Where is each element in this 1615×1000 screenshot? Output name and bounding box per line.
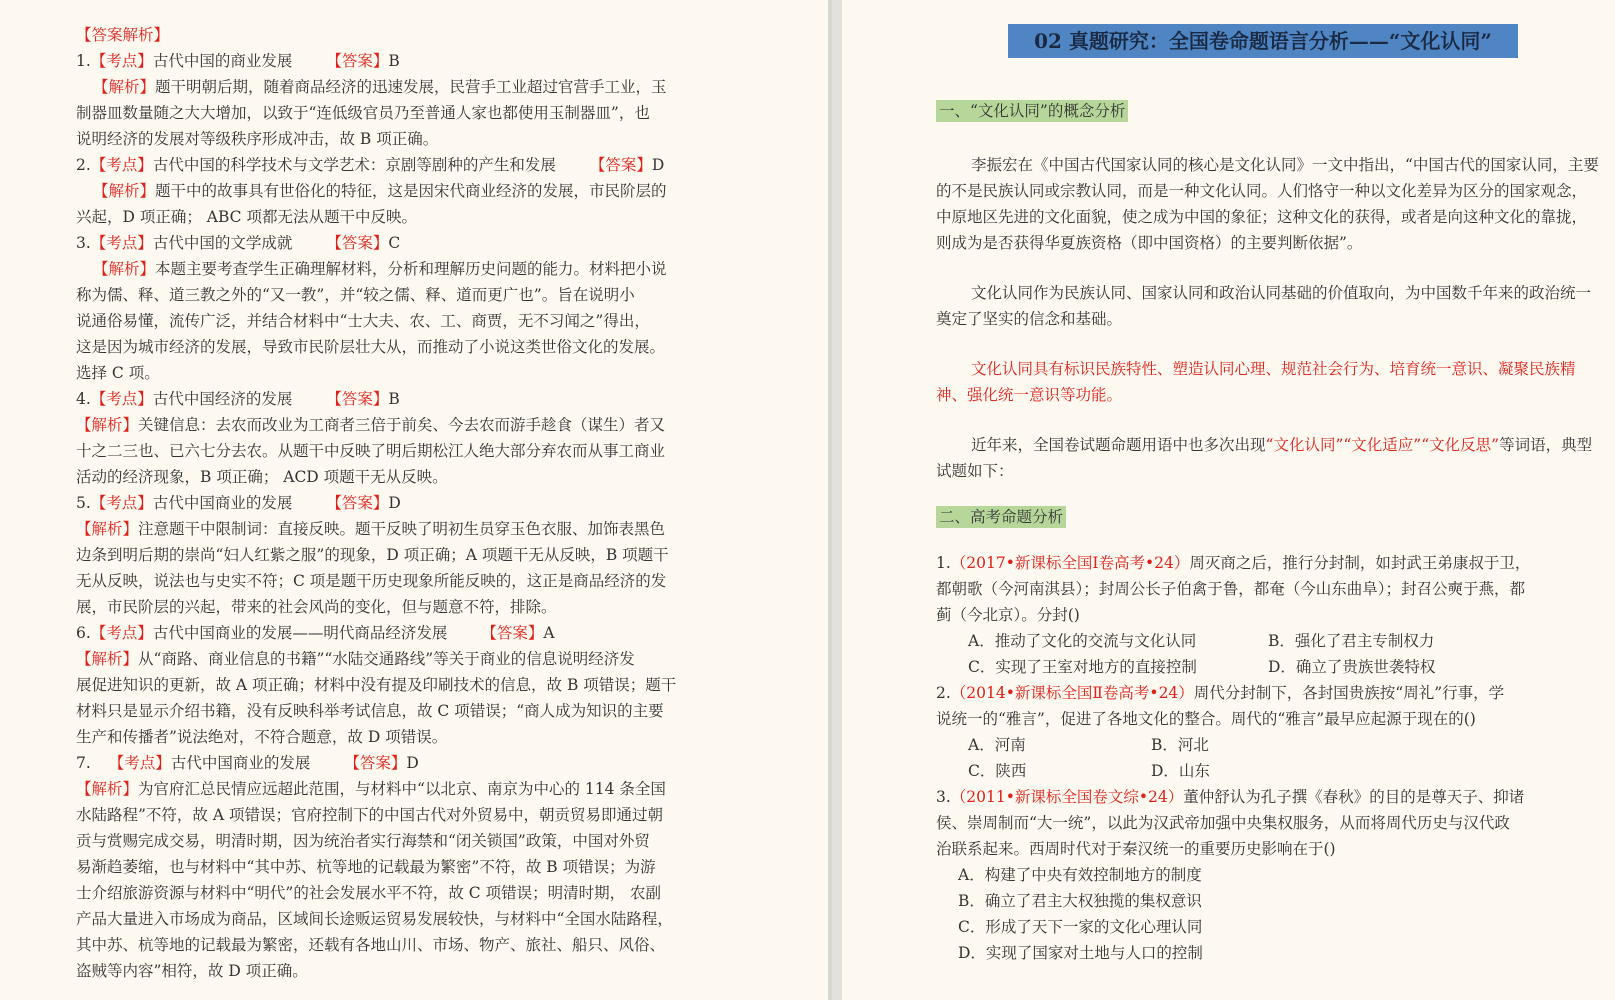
answer-item-header [76, 48, 828, 74]
answer-value: C [388, 234, 401, 252]
explanation-line [76, 854, 828, 880]
explanation-text: 材料只是显示介绍书籍，没有反映科举考试信息，故 C 项错误；“商人成为知识的主要 [76, 702, 664, 720]
answer-item-header [76, 620, 828, 646]
explanation-tag: 【解析】 [93, 260, 156, 278]
explanation-text: 士介绍旅游资源与材料中“明代”的社会发展水平不符，故 C 项错误；明清时期， 农副 [76, 884, 661, 902]
explanation-line [76, 516, 828, 542]
explanation-text: 其中苏、杭等地的记载最为繁密，还载有各地山川、市场、物产、旅社、船只、风俗、 [76, 936, 666, 954]
answer-item [76, 620, 828, 750]
explanation-text: 活动的经济现象，B 项正确； ACD 项题干无从反映。 [76, 468, 448, 486]
answer-value: D [406, 754, 419, 772]
answer-tag: 【答案】 [326, 494, 389, 512]
explanation-line [76, 932, 828, 958]
page-gutter [828, 0, 842, 1000]
explanation-line [76, 360, 828, 386]
paragraph-intro [936, 432, 1600, 484]
option-a: A．构建了中央有效控制地方的制度 [958, 866, 1202, 884]
explanation-line [76, 646, 828, 672]
topic-text: 古代中国商业的发展 [170, 754, 311, 772]
option-d: D．实现了国家对土地与人口的控制 [958, 944, 1203, 962]
explanation-line [76, 100, 828, 126]
explanation-text: 生产和传播者”说法绝对，不符合题意，故 D 项错误。 [76, 728, 448, 746]
intro-text: 近年来，全国卷试题命题用语中也多次出现 [971, 436, 1266, 454]
answer-item [76, 230, 828, 386]
answer-value: D [651, 156, 665, 174]
explanation-text: 易渐趋萎缩，也与材料中“其中苏、杭等地的记载最为繁密”不符，故 B 项错误；为游 [76, 858, 656, 876]
option-b: B．河北 [1151, 736, 1209, 754]
explanation-text: 十之二三也、已六七分去农。从题干中反映了明后期松江人绝大部分弃农而从事工商业 [76, 442, 666, 460]
item-number: 6. [76, 624, 91, 642]
answer-tag: 【答案】 [326, 52, 389, 70]
answer-value: B [388, 52, 400, 70]
explanation-text: 水陆路程”不符，故 A 项错误；官府控制下的中国古代对外贸易中，朝贡贸易即通过朝 [76, 806, 663, 824]
answer-value: A [543, 624, 555, 642]
explanation-text: 贡与赏赐完成交易，明清时期，因为统治者实行海禁和“闭关锁国”政策，中国对外贸 [76, 832, 650, 850]
explanation-text: 说通俗易懂，流传广泛，并结合材料中“士大夫、农、工、商贾，无不习闻之”得出， [76, 312, 650, 330]
answer-header: 【答案解析】 [76, 26, 170, 44]
explanation-line [76, 776, 828, 802]
explanation-line [76, 802, 828, 828]
intro-text-end: 等词语，典型试题如下： [936, 436, 1593, 480]
answer-tag: 【答案】 [344, 754, 407, 772]
option-b: B．确立了君主大权独揽的集权意识 [958, 892, 1202, 910]
topic-text: 古代中国商业的发展 [152, 494, 293, 512]
answer-item-header [76, 230, 828, 256]
explanation-text: 选择 C 项。 [76, 364, 160, 382]
topic-text: 古代中国经济的发展 [152, 390, 293, 408]
section-title-banner: 02 真题研究：全国卷命题语言分析——“文化认同” [1008, 24, 1518, 58]
explanation-line [76, 594, 828, 620]
section-heading-concept: 一、“文化认同”的概念分析 [936, 100, 1128, 122]
answer-tag: 【答案】 [481, 624, 544, 642]
question-3 [936, 784, 1615, 966]
explanation-text: 边条到明后期的崇尚“妇人红紫之服”的现象，D 项正确；A 项题干无从反映，B 项题干 [76, 546, 669, 564]
topic-tag: 【考点】 [90, 390, 153, 408]
answer-item [76, 750, 828, 984]
answer-item [76, 152, 828, 230]
topic-tag: 【考点】 [90, 156, 153, 174]
topic-tag: 【考点】 [108, 754, 171, 772]
option-c: C．形成了天下一家的文化心理认同 [958, 918, 1203, 936]
explanation-line [76, 464, 828, 490]
paragraph-concept: 李振宏在《中国古代国家认同的核心是文化认同》一文中指出，“中国古代的国家认同，主要的不是民族认同或宗教认同，而是一种文化认同。人们恪守一种以文化差异为区分的国家观念，中原地区先进的文化面貌，使之成为中国的象征；这种文化的获得，或者是向这种文化的靠拢，则成为是否获得华夏族资格（即中国资格）的主要判断依据”。 [936, 156, 1599, 252]
explanation-line [76, 308, 828, 334]
explanation-text: 制器皿数量随之大大增加，以致于“连低级官员乃至普通人家也都使用玉制器皿”，也 [76, 104, 650, 122]
explanation-tag: 【解析】 [93, 182, 156, 200]
question-source: （2017•新课标全国Ⅰ卷高考•24） [950, 554, 1190, 572]
question-stem: 周代分封制下，各封国贵族按“周礼”行事，学 [1193, 684, 1505, 702]
explanation-text: 展，市民阶层的兴起，带来的社会风尚的变化，但与题意不符，排除。 [76, 598, 557, 616]
explanation-line [76, 568, 828, 594]
answer-tag: 【答案】 [326, 234, 389, 252]
explanation-line [76, 542, 828, 568]
answer-item-header [76, 490, 828, 516]
explanation-text: 无从反映，说法也与史实不符；C 项是题干历史现象所能反映的，这正是商品经济的发 [76, 572, 667, 590]
answer-item-header [76, 386, 828, 412]
item-number: 4. [76, 390, 91, 408]
explanation-tag: 【解析】 [76, 520, 139, 538]
question-2 [936, 680, 1615, 784]
explanation-line [76, 698, 828, 724]
topic-tag: 【考点】 [90, 624, 153, 642]
answer-tag: 【答案】 [326, 390, 389, 408]
explanation-text: 展促进知识的更新，故 A 项正确；材料中没有提及印刷技术的信息，故 B 项错误；题干 [76, 676, 677, 694]
paragraph-basis: 文化认同作为民族认同、国家认同和政治认同基础的价值取向，为中国数千年来的政治统一奠定了坚实的信念和基础。 [936, 284, 1592, 328]
option-b: B．强化了君主专制权力 [1268, 632, 1435, 650]
topic-text: 古代中国商业的发展——明代商品经济发展 [152, 624, 448, 642]
paragraph-functions: 文化认同具有标识民族特性、塑造认同心理、规范社会行为、培育统一意识、凝聚民族精神、强化统一意识等功能。 [936, 360, 1576, 404]
option-c: C．实现了王室对地方的直接控制 [968, 658, 1197, 676]
answer-list [76, 48, 828, 984]
topic-text: 古代中国的商业发展 [152, 52, 293, 70]
explanation-text: 称为儒、释、道三教之外的“又一教”，并“较之儒、释、道而更广也”。旨在说明小 [76, 286, 635, 304]
option-c: C．陕西 [968, 762, 1027, 780]
item-number: 3. [76, 234, 91, 252]
question-stem: 都朝歌（今河南淇县）；封周公长子伯禽于鲁，都奄（今山东曲阜）；封召公奭于燕，都 [936, 580, 1526, 598]
explanation-line [76, 412, 828, 438]
explanation-text: 题干明朝后期，随着商品经济的迅速发展，民营手工业超过官营手工业，玉 [155, 78, 667, 96]
topic-tag: 【考点】 [90, 234, 153, 252]
answer-item [76, 386, 828, 490]
explanation-line [76, 126, 828, 152]
explanation-text: 关键信息：去农而改业为工商者三倍于前矣、今去农而游手趁食（谋生）者又 [138, 416, 666, 434]
question-source: （2011•新课标全国卷文综•24） [950, 788, 1184, 806]
item-number: 2. [76, 156, 91, 174]
question-number: 2. [936, 684, 951, 702]
explanation-text: 产品大量进入市场成为商品，区域间长途贩运贸易发展较快，与材料中“全国水陆路程， [76, 910, 673, 928]
section-heading-analysis: 二、高考命题分析 [936, 506, 1066, 528]
explanation-tag: 【解析】 [93, 78, 156, 96]
explanation-line [76, 178, 828, 204]
explanation-text: 题干中的故事具有世俗化的特征，这是因宋代商业经济的发展，市民阶层的 [155, 182, 667, 200]
question-stem: 治联系起来。西周时代对于秦汉统一的重要历史影响在于() [936, 840, 1336, 858]
explanation-text: 盗贼等内容”相符，故 D 项正确。 [76, 962, 308, 980]
explanation-tag: 【解析】 [76, 780, 139, 798]
answer-item-header [76, 750, 828, 776]
question-number: 1. [936, 554, 951, 572]
answer-value: B [388, 390, 400, 408]
explanation-line [76, 438, 828, 464]
explanation-text: 说明经济的发展对等级秩序形成冲击，故 B 项正确。 [76, 130, 439, 148]
explanation-line [76, 906, 828, 932]
question-number: 3. [936, 788, 951, 806]
explanation-line [76, 828, 828, 854]
explanation-line [76, 204, 828, 230]
explanation-line [76, 672, 828, 698]
intro-keywords: “文化认同”“文化适应”“文化反思” [1265, 436, 1500, 454]
answer-item [76, 48, 828, 152]
option-d: D．确立了贵族世袭特权 [1268, 658, 1436, 676]
explanation-text: 注意题干中限制词：直接反映。题干反映了明初生员穿玉色衣服、加饰表黑色 [138, 520, 666, 538]
answer-tag: 【答案】 [589, 156, 652, 174]
explanation-line [76, 256, 828, 282]
right-page [842, 0, 1615, 1000]
explanation-line [76, 958, 828, 984]
explanation-text: 为官府汇总民情应远超此范围，与材料中“以北京、南京为中心的 114 条全国 [138, 780, 666, 798]
question-stem: 说统一的“雅言”，促进了各地文化的整合。周代的“雅言”最早应起源于现在的() [936, 710, 1476, 728]
question-source: （2014•新课标全国Ⅱ卷高考•24） [950, 684, 1194, 702]
explanation-line [76, 880, 828, 906]
question-stem: 周灭商之后，推行分封制，如封武王弟康叔于卫， [1189, 554, 1531, 572]
item-number: 7. [76, 754, 91, 772]
explanation-text: 这是因为城市经济的发展，导致市民阶层壮大从，而推动了小说这类世俗文化的发展。 [76, 338, 666, 356]
answer-value: D [388, 494, 401, 512]
explanation-line [76, 334, 828, 360]
explanation-line [76, 282, 828, 308]
topic-tag: 【考点】 [90, 52, 153, 70]
explanation-line [76, 74, 828, 100]
topic-tag: 【考点】 [90, 494, 153, 512]
topic-text: 古代中国的文学成就 [152, 234, 293, 252]
option-a: A．河南 [968, 736, 1026, 754]
answer-item-header [76, 152, 828, 178]
option-d: D．山东 [1151, 762, 1210, 780]
explanation-text: 本题主要考查学生正确理解材料，分析和理解历史问题的能力。材料把小说 [155, 260, 667, 278]
answer-item [76, 490, 828, 620]
item-number: 1. [76, 52, 91, 70]
explanation-text: 从“商路、商业信息的书籍”“水陆交通路线”等关于商业的信息说明经济发 [138, 650, 635, 668]
option-a: A．推动了文化的交流与文化认同 [968, 632, 1197, 650]
question-stem: 蓟（今北京）。分封() [936, 606, 1080, 624]
item-number: 5. [76, 494, 91, 512]
explanation-line [76, 724, 828, 750]
question-1 [936, 550, 1615, 680]
explanation-tag: 【解析】 [76, 650, 139, 668]
explanation-text: 兴起，D 项正确； ABC 项都无法从题干中反映。 [76, 208, 417, 226]
question-stem: 董仲舒认为孔子撰《春秋》的目的是尊天子、抑诸 [1183, 788, 1525, 806]
question-stem: 侯、崇周制而“大一统”，以此为汉武帝加强中央集权服务，从而将周代历史与汉代政 [936, 814, 1510, 832]
topic-text: 古代中国的科学技术与文学艺术：京剧等剧种的产生和发展 [152, 156, 556, 174]
explanation-tag: 【解析】 [76, 416, 139, 434]
